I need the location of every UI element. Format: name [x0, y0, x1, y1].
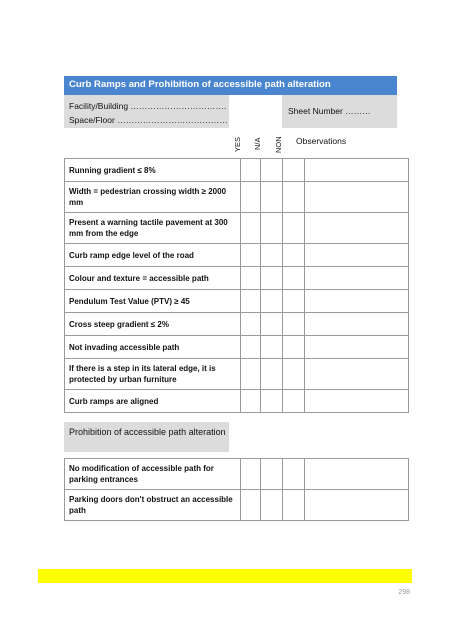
column-header-na: N/A: [253, 137, 262, 150]
checklist-item-label: Not invading accessible path: [65, 336, 241, 359]
sheet-number-box[interactable]: [282, 95, 397, 128]
yes-checkbox[interactable]: [241, 213, 261, 244]
non-checkbox[interactable]: [283, 359, 305, 390]
observations-cell[interactable]: [305, 359, 409, 390]
checklist-item-label: Present a warning tactile pavement at 300 mm from the edge: [65, 213, 241, 244]
non-checkbox[interactable]: [283, 182, 305, 213]
non-checkbox[interactable]: [283, 459, 305, 490]
observations-cell[interactable]: [305, 182, 409, 213]
na-checkbox[interactable]: [261, 313, 283, 336]
yes-checkbox[interactable]: [241, 459, 261, 490]
checklist-item-label: If there is a step in its lateral edge, it is protected by urban furniture: [65, 359, 241, 390]
observations-cell[interactable]: [305, 459, 409, 490]
na-checkbox[interactable]: [261, 244, 283, 267]
space-field[interactable]: Space/Floor …………………………………: [69, 115, 228, 125]
observations-cell[interactable]: [305, 490, 409, 521]
sheet-number-label: Sheet Number ………: [288, 106, 371, 116]
curb-ramp-checklist: [64, 158, 409, 413]
prohibition-section-title: Prohibition of accessible path alteration: [64, 422, 229, 452]
checklist-item-label: Colour and texture = accessible path: [65, 267, 241, 290]
na-checkbox[interactable]: [261, 390, 283, 413]
non-checkbox[interactable]: [283, 267, 305, 290]
checklist-row: [65, 267, 409, 290]
na-checkbox[interactable]: [261, 267, 283, 290]
checklist-item-label: Curb ramps are aligned: [65, 390, 241, 413]
non-checkbox[interactable]: [283, 213, 305, 244]
checklist-item-label: Parking doors don't obstruct an accessible path: [65, 490, 241, 521]
observations-cell[interactable]: [305, 267, 409, 290]
yes-checkbox[interactable]: [241, 313, 261, 336]
facility-field[interactable]: Facility/Building …………………………….: [69, 101, 227, 111]
checklist-item-label: Width = pedestrian crossing width ≥ 2000 mm: [65, 182, 241, 213]
non-checkbox[interactable]: [283, 159, 305, 182]
non-checkbox[interactable]: [283, 290, 305, 313]
non-checkbox[interactable]: [283, 490, 305, 521]
checklist-row: [65, 390, 409, 413]
observations-cell[interactable]: [305, 290, 409, 313]
observations-cell[interactable]: [305, 336, 409, 359]
non-checkbox[interactable]: [283, 336, 305, 359]
yes-checkbox[interactable]: [241, 159, 261, 182]
checklist-item-label: Curb ramp edge level of the road: [65, 244, 241, 267]
yes-checkbox[interactable]: [241, 182, 261, 213]
checklist-row: [65, 159, 409, 182]
prohibition-checklist: [64, 458, 409, 521]
yes-checkbox[interactable]: [241, 290, 261, 313]
checklist-row: [65, 213, 409, 244]
checklist-row: [65, 290, 409, 313]
highlight-bar: [38, 569, 412, 583]
yes-checkbox[interactable]: [241, 359, 261, 390]
yes-checkbox[interactable]: [241, 490, 261, 521]
checklist-row: [65, 313, 409, 336]
observations-cell[interactable]: [305, 213, 409, 244]
checklist-item-label: Running gradient ≤ 8%: [65, 159, 241, 182]
facility-info-box: [64, 95, 229, 128]
page-number: 298: [398, 589, 410, 596]
column-header-observations: Observations: [296, 136, 347, 146]
non-checkbox[interactable]: [283, 313, 305, 336]
yes-checkbox[interactable]: [241, 244, 261, 267]
observations-cell[interactable]: [305, 313, 409, 336]
checklist-item-label: Pendulum Test Value (PTV) ≥ 45: [65, 290, 241, 313]
checklist-row: [65, 359, 409, 390]
observations-cell[interactable]: [305, 244, 409, 267]
observations-cell[interactable]: [305, 159, 409, 182]
yes-checkbox[interactable]: [241, 336, 261, 359]
na-checkbox[interactable]: [261, 213, 283, 244]
observations-cell[interactable]: [305, 390, 409, 413]
checklist-row: [65, 336, 409, 359]
section-title: Curb Ramps and Prohibition of accessible path alteration: [64, 76, 397, 95]
checklist-row: [65, 182, 409, 213]
yes-checkbox[interactable]: [241, 267, 261, 290]
checklist-item-label: No modification of accessible path for parking entrances: [65, 459, 241, 490]
na-checkbox[interactable]: [261, 359, 283, 390]
na-checkbox[interactable]: [261, 182, 283, 213]
na-checkbox[interactable]: [261, 159, 283, 182]
checklist-row: [65, 244, 409, 267]
checklist-item-label: Cross steep gradient ≤ 2%: [65, 313, 241, 336]
checklist-row: [65, 459, 409, 490]
na-checkbox[interactable]: [261, 459, 283, 490]
non-checkbox[interactable]: [283, 390, 305, 413]
na-checkbox[interactable]: [261, 336, 283, 359]
na-checkbox[interactable]: [261, 490, 283, 521]
column-header-non: NON: [274, 136, 283, 153]
column-header-yes: YES: [233, 136, 242, 152]
checklist-row: [65, 490, 409, 521]
na-checkbox[interactable]: [261, 290, 283, 313]
non-checkbox[interactable]: [283, 244, 305, 267]
yes-checkbox[interactable]: [241, 390, 261, 413]
